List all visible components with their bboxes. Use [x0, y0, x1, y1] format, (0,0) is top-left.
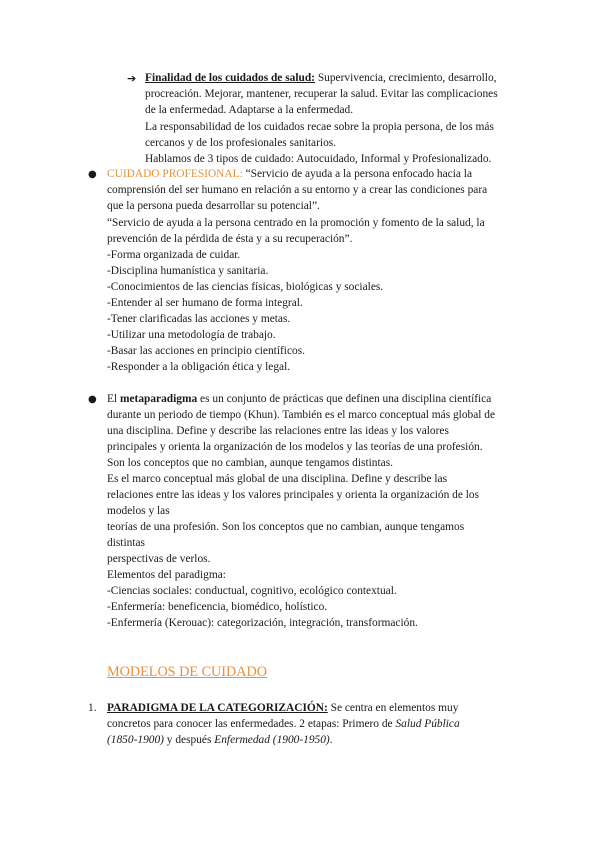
meta-line-7: relaciones entre las ideas y los valores principales y orienta la organización de los: [107, 489, 480, 501]
meta-line-3: una disciplina. Define y describe las relaciones entre las ideas y los valores: [107, 425, 449, 437]
meta-line-12: Elementos del paradigma:: [107, 569, 226, 581]
meta-line-10: distintas: [107, 537, 145, 549]
meta-line-6: Es el marco conceptual más global de una disciplina. Define y describe las: [107, 473, 448, 485]
meta-line-8: modelos y las: [107, 505, 170, 517]
finalidad-line-5: cercanos y de los profesionales sanitarios.: [145, 137, 337, 149]
cuidado-line-11: -Utilizar una metodología de trabajo.: [107, 329, 276, 341]
finalidad-title: Finalidad de los cuidados de salud:: [145, 72, 315, 84]
cuidado-line-12: -Basar las acciones en principio científicos.: [107, 345, 305, 357]
finalidad-line-2: procreación. Mejorar, mantener, recuperar la salud. Evitar las complicaciones: [145, 88, 498, 100]
cuidado-line-10: -Tener clarificadas las acciones y metas.: [107, 313, 291, 325]
meta-line-13: -Ciencias sociales: conductual, cognitivo, ecológico contextual.: [107, 585, 397, 597]
item1-title: PARADIGMA DE LA CATEGORIZACIÓN:: [107, 702, 328, 714]
item1-line-1: PARADIGMA DE LA CATEGORIZACIÓN: Se centra en elementos muy: [107, 702, 459, 714]
cuidado-title: CUIDADO PROFESIONAL:: [107, 168, 243, 180]
cuidado-line-7: -Disciplina humanística y sanitaria.: [107, 265, 269, 277]
item1-line-2: concretos para conocer las enfermedades. 2 etapas: Primero de Salud Pública: [107, 718, 460, 730]
section-heading: MODELOS DE CUIDADO: [107, 664, 267, 680]
arrow-bullet-icon: ➔: [127, 72, 137, 85]
item1-line-3: (1850-1900) y después Enfermedad (1900-1950).: [107, 734, 333, 746]
finalidad-line-4: La responsabilidad de los cuidados recae sobre la propia persona, de los más: [145, 121, 494, 133]
meta-line-15: -Enfermería (Kerouac): categorización, integración, transformación.: [107, 617, 418, 629]
finalidad-line-1: Finalidad de los cuidados de salud: Supervivencia, crecimiento, desarrollo,: [145, 72, 497, 84]
cuidado-line-13: -Responder a la obligación ética y legal.: [107, 361, 291, 373]
cuidado-line-4: “Servicio de ayuda a la persona centrado en la promoción y fomento de la salud, la: [107, 217, 485, 229]
meta-line-1: El metaparadigma es un conjunto de prácticas que definen una disciplina científica: [107, 393, 492, 405]
cuidado-line-9: -Entender al ser humano de forma integral.: [107, 297, 303, 309]
cuidado-line-1: CUIDADO PROFESIONAL: “Servicio de ayuda a la persona enfocado hacia la: [107, 168, 473, 180]
meta-line-4: principales y orienta la organización de los modelos y las teorías de una profesión.: [107, 441, 483, 453]
meta-line-11: perspectivas de verlos.: [107, 553, 211, 565]
list-number: 1.: [88, 702, 97, 714]
meta-term: metaparadigma: [119, 393, 198, 405]
cuidado-line-2: comprensión del ser humano en relación a su entorno y a crear las condiciones para: [107, 184, 488, 196]
finalidad-line-6: Hablamos de 3 tipos de cuidado: Autocuidado, Informal y Profesionalizado.: [145, 153, 492, 165]
meta-line-14: -Enfermería: beneficencia, biomédico, holístico.: [107, 601, 328, 613]
cuidado-line-6: -Forma organizada de cuidar.: [107, 249, 241, 261]
meta-line-9: teorías de una profesión. Son los conceptos que no cambian, aunque tengamos: [107, 521, 465, 533]
meta-line-2: durante un periodo de tiempo (Khun). También es el marco conceptual más global de: [107, 409, 496, 421]
cuidado-line-8: -Conocimientos de las ciencias físicas, biológicas y sociales.: [107, 281, 384, 293]
cuidado-line-5: prevención de la pérdida de ésta y a su recuperación”.: [107, 233, 353, 245]
cuidado-line-3: que la persona pueda desarrollar su potencial”.: [107, 200, 320, 212]
bullet-dot-icon: ●: [88, 394, 97, 405]
finalidad-line-3: de la enfermedad. Adaptarse a la enfermedad.: [145, 104, 354, 116]
meta-line-5: Son los conceptos que no cambian, aunque tengamos distintas.: [107, 457, 393, 469]
bullet-dot-icon: ●: [88, 169, 97, 180]
